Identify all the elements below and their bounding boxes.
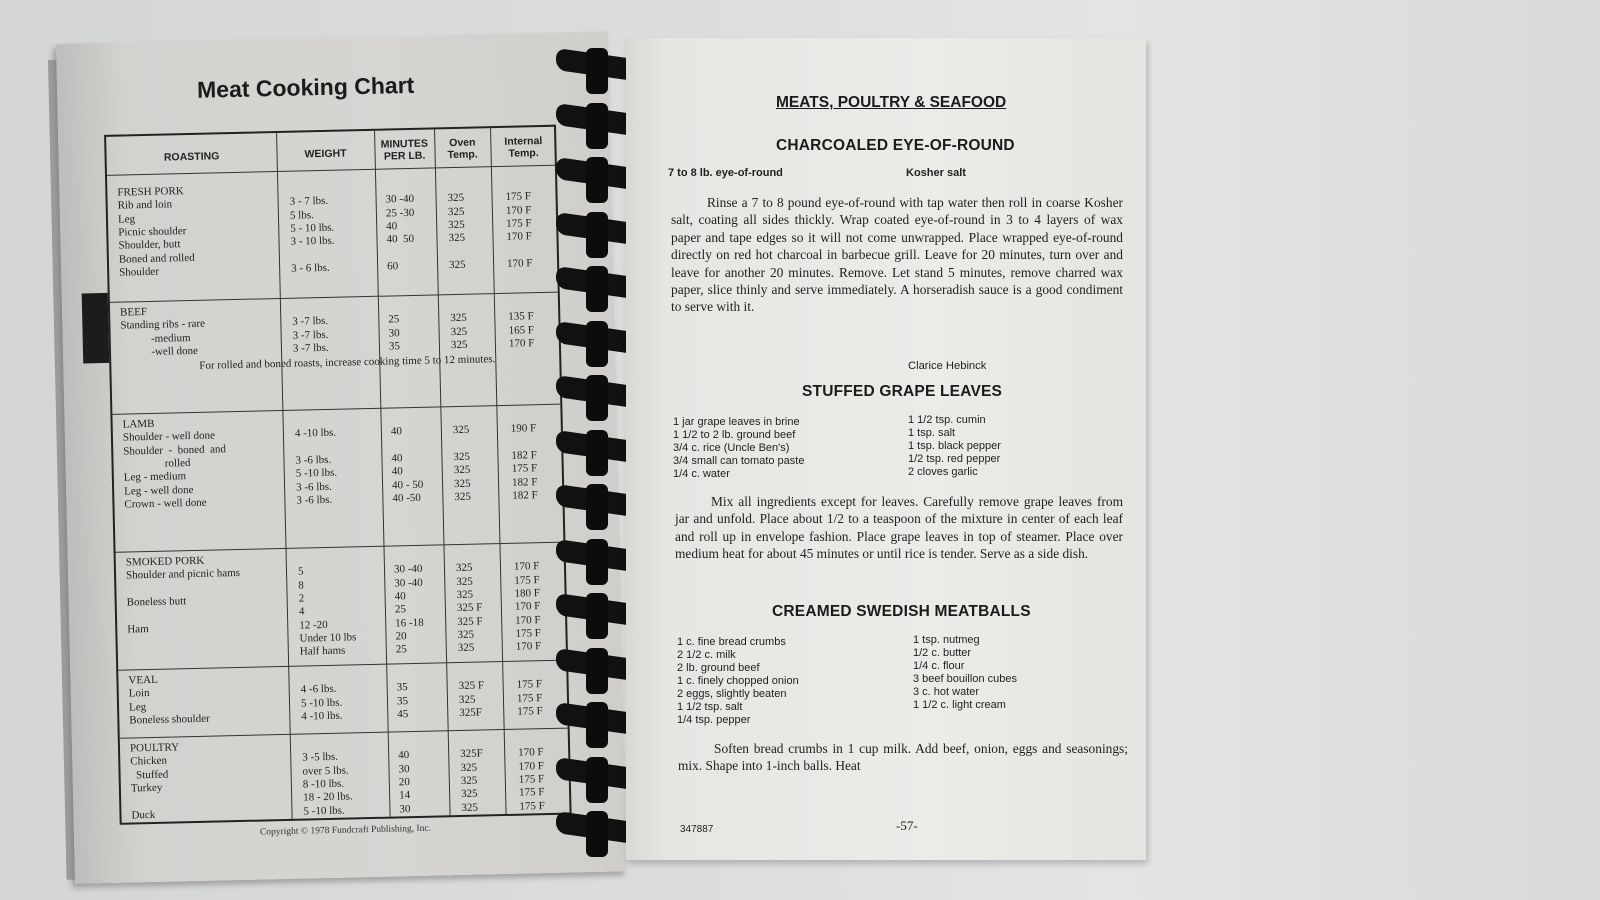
table-cell: 35 — [396, 681, 408, 694]
table-cell: Boneless shoulder — [129, 712, 210, 727]
table-cell: 175 F — [519, 799, 545, 813]
table-cell: 325 — [453, 477, 471, 490]
coil-spine — [586, 321, 608, 367]
table-cell: 5 -10 lbs. — [303, 804, 345, 818]
section-divider — [116, 542, 564, 553]
table-cell: 40 50 — [386, 233, 415, 246]
coil-spine — [586, 157, 608, 203]
table-cell: 175 F — [506, 217, 532, 230]
table-cell: 325 — [450, 338, 468, 352]
coil-spine — [586, 375, 608, 421]
table-cell: 325 — [457, 641, 475, 655]
section-divider — [110, 292, 558, 303]
coil-spine — [586, 266, 608, 312]
table-note: For rolled and boned roasts, increase cooking time 5 to 12 minutes. — [199, 353, 496, 373]
table-cell: Shoulder - boned and — [123, 442, 227, 458]
section-name: POULTRY — [129, 741, 180, 755]
table-cell: 325 F — [457, 614, 483, 628]
table-cell: 40 — [398, 749, 410, 762]
table-cell: -medium — [120, 331, 191, 346]
table-cell: 4 — [298, 605, 305, 618]
table-cell: 325 — [448, 258, 466, 271]
table-cell: 5 -10 lbs. — [295, 466, 338, 480]
table-cell: over 5 lbs. — [302, 764, 349, 778]
table-cell: 175 F — [505, 190, 532, 204]
table-cell: 4 -10 lbs. — [294, 427, 337, 440]
section-name: LAMB — [122, 417, 155, 431]
table-cell: 12 -20 — [299, 618, 328, 632]
table-cell: 40 — [390, 425, 403, 438]
table-cell: 325 — [455, 561, 473, 575]
table-cell: 18 - 20 lbs. — [303, 790, 353, 804]
table-cell: 8 -10 lbs. — [302, 777, 345, 791]
table-cell: 5 — [297, 565, 304, 578]
table-cell: 165 F — [508, 323, 535, 337]
table-cell: 325 — [447, 192, 465, 205]
section-name: VEAL — [128, 673, 158, 687]
section-name: BEEF — [119, 306, 148, 319]
table-cell: 5 - 10 lbs. — [290, 221, 335, 235]
table-cell: 170 F — [518, 746, 544, 759]
recipe-directions: Mix all ingredients except for leaves. Carefully remove grape leaves from jar and unfold. Place about 1/2 to a teaspoon of the mixture in center of each leaf and roll up in envelope fashion. Place grape leaves in top of steamer. Place over medium heat for about 45 minutes or until rice is tender. Serve as a side dish. — [675, 494, 1123, 562]
table-cell: 2 — [298, 592, 305, 605]
table-cell: 30 -40 — [393, 563, 423, 576]
table-cell: 175 F — [517, 705, 543, 718]
recipe-directions: Rinse a 7 to 8 pound eye-of-round with tap water then roll in coarse Kosher salt, coating all sides thickly. Wrap coated eye-of-round in 3 to 4 layers of wax paper and tape edges so it will not come unwrapped. Place wrapped eye-of-round directly on red hot charcoal in barbecue grill. Leave for 20 minutes, turn over and leave for another 20 minutes. Remove. Let stand 5 minutes, remove charred wax paper, slice thinly and serve immediately. A horseradish sauce is a good condiment to serve with it. — [671, 195, 1123, 315]
table-cell: Boned and rolled — [118, 251, 195, 266]
table-cell: 30 -40 — [385, 193, 415, 206]
table-cell: 16 -18 — [395, 616, 424, 629]
table-cell: 325 — [452, 424, 470, 437]
table-cell: Stuffed — [130, 768, 169, 782]
table-cell: 30 -40 — [394, 576, 423, 590]
table-cell: Rib and loin — [117, 198, 173, 212]
table-cell: 40 — [386, 220, 398, 233]
table-cell: Chicken — [130, 754, 168, 768]
table-cell: 325 — [457, 628, 475, 641]
header-roasting: ROASTING — [163, 150, 220, 164]
table-cell: 35 — [396, 694, 409, 708]
table-cell: 325 — [460, 761, 478, 774]
table-cell: 325 — [456, 588, 474, 601]
table-cell: 325 — [461, 801, 479, 814]
page-number: -57- — [896, 818, 918, 833]
table-cell: 5 -10 lbs. — [300, 696, 343, 710]
table-cell: 3 - 7 lbs. — [289, 195, 329, 209]
table-cell: 170 F — [506, 230, 532, 244]
table-cell: 8 — [298, 579, 304, 592]
section-heading: MEATS, POULTRY & SEAFOOD — [776, 94, 1007, 111]
book-code: 347887 — [680, 824, 714, 835]
table-cell: 25 -30 — [385, 206, 415, 220]
table-cell: Standing ribs - rare — [120, 317, 206, 332]
table-cell: 180 F — [514, 587, 541, 600]
table-cell: 45 — [397, 708, 409, 721]
coil-spine — [586, 103, 608, 149]
table-cell: 325 F — [458, 679, 485, 693]
ingredients-right: 1 1/2 tsp. cumin 1 tsp. salt 1 tsp. black pepper 1/2 tsp. red pepper 2 cloves garlic — [908, 414, 1001, 478]
table-cell: 3 -7 lbs. — [292, 341, 329, 355]
table-cell: Leg - well done — [124, 483, 194, 498]
table-cell: 325 F — [456, 601, 483, 615]
recipe-title-grape-leaves: STUFFED GRAPE LEAVES — [802, 383, 1003, 400]
table-cell: 40 -50 — [392, 491, 421, 505]
section-name: FRESH PORK — [117, 185, 184, 199]
table-cell: Leg — [117, 212, 136, 226]
table-cell: Duck — [131, 808, 156, 821]
table-cell: 175 F — [514, 573, 540, 587]
table-cell: 30 — [388, 326, 400, 340]
coil-spine — [586, 702, 608, 748]
coil-spine — [586, 811, 608, 857]
section-tab — [82, 293, 110, 364]
table-cell: 175 F — [518, 786, 545, 799]
table-cell: 14 — [399, 789, 411, 802]
table-cell: 175 F — [515, 626, 541, 640]
coil-spine — [586, 593, 608, 639]
section-divider — [112, 404, 560, 415]
header-weight: WEIGHT — [304, 147, 347, 161]
table-cell: 3 - 6 lbs. — [291, 261, 330, 275]
header-divider — [107, 165, 555, 176]
table-cell: 3 -6 lbs. — [295, 453, 332, 467]
table-cell: 325F — [459, 706, 483, 719]
left-page — [56, 31, 627, 883]
coil-spine — [586, 484, 608, 530]
table-cell: Crown - well done — [124, 496, 207, 511]
table-cell: 3 -6 lbs. — [295, 480, 332, 494]
recipe-title-swedish-meatballs: CREAMED SWEDISH MEATBALLS — [772, 603, 1031, 620]
section-name: SMOKED PORK — [125, 554, 205, 569]
table-cell: 25 — [388, 313, 400, 326]
coil-spine — [586, 539, 608, 585]
table-cell: Ham — [127, 622, 149, 636]
table-cell: 3 - 10 lbs. — [290, 234, 335, 248]
coil-spine — [586, 757, 608, 803]
table-cell: 5 lbs. — [289, 208, 314, 222]
meat-cooking-table — [104, 125, 572, 825]
table-cell: 25 — [394, 603, 407, 616]
table-cell: Loin — [128, 687, 150, 700]
recipe-credit: Clarice Hebinck — [908, 360, 987, 372]
table-cell: 40 — [391, 465, 403, 478]
table-cell: Shoulder, butt — [118, 238, 181, 252]
table-cell: 325 — [460, 774, 478, 787]
table-cell: 325 — [450, 325, 468, 338]
table-cell: 325 — [460, 787, 478, 801]
table-cell: 325 — [454, 490, 472, 503]
table-cell: 325 — [453, 450, 471, 463]
table-cell: 30 — [398, 762, 410, 776]
table-cell: 170 F — [518, 759, 545, 773]
table-cell: Leg - medium — [123, 470, 187, 484]
right-page — [626, 38, 1146, 860]
table-cell: 35 — [388, 340, 401, 353]
table-cell: 4 -10 lbs. — [301, 709, 343, 723]
ingredients-left: 7 to 8 lb. eye-of-round — [668, 167, 783, 179]
table-cell: 325 — [448, 218, 465, 232]
table-cell: 175 F — [518, 773, 545, 786]
header-oven-temp: Oven Temp. — [447, 136, 478, 162]
table-cell: 182 F — [512, 488, 538, 502]
coil-spine — [586, 648, 608, 694]
coil-spine — [586, 48, 608, 94]
table-cell: rolled — [123, 456, 191, 471]
header-minutes-per-lb: MINUTES PER LB. — [380, 137, 429, 163]
table-cell: Picnic shoulder — [118, 224, 187, 239]
table-cell: 3 -6 lbs. — [296, 493, 333, 507]
table-cell: 60 — [386, 260, 399, 273]
ingredients-right: 1 tsp. nutmeg 1/2 c. butter 1/4 c. flour 3 beef bouillon cubes 3 c. hot water 1 1/2 c. light cream — [913, 634, 1017, 711]
table-cell: 175 F — [516, 678, 543, 692]
table-cell: 182 F — [511, 475, 538, 489]
table-cell: 40 - 50 — [391, 478, 424, 491]
table-cell: 40 — [391, 452, 403, 465]
table-cell: 170 F — [514, 600, 541, 613]
table-cell: 170 F — [515, 613, 541, 627]
coil-spine — [586, 212, 608, 258]
table-cell: Under 10 lbs — [299, 631, 357, 645]
table-cell: 40 — [394, 590, 406, 603]
ingredients-left: 1 c. fine bread crumbs 2 1/2 c. milk 2 lb. ground beef 1 c. finely chopped onion 2 eggs, slightly beaten 1 1/2 tsp. salt 1/4 tsp. pepper — [677, 636, 799, 726]
coil-spine — [586, 430, 608, 476]
table-cell: 175 F — [511, 462, 538, 475]
table-cell: Half hams — [299, 644, 346, 658]
header-internal-temp: Internal Temp. — [504, 134, 543, 160]
table-cell: 325 — [450, 312, 467, 325]
column-divider — [490, 128, 507, 814]
table-cell: 170 F — [515, 640, 542, 653]
table-cell: 325 — [453, 463, 471, 477]
table-cell: 170 F — [508, 337, 535, 350]
table-cell: 30 — [399, 802, 411, 815]
table-cell: 3 -7 lbs. — [292, 328, 329, 342]
copyright-line: Copyright © 1978 Fundcraft Publishing, Inc. — [259, 823, 432, 838]
table-cell: 325 — [456, 575, 473, 588]
table-cell: 325F — [460, 747, 483, 761]
table-cell: 182 F — [511, 449, 537, 462]
table-cell: Shoulder — [119, 265, 160, 279]
table-cell: Shoulder - well done — [122, 429, 216, 444]
table-cell: 20 — [398, 776, 410, 789]
table-cell: 325 — [458, 693, 476, 706]
recipe-directions: Soften bread crumbs in 1 cup milk. Add beef, onion, eggs and seasonings; mix. Shape into 1-inch balls. Heat — [678, 741, 1128, 774]
chart-title: Meat Cooking Chart — [196, 71, 415, 103]
table-cell: 3 -7 lbs. — [292, 315, 329, 329]
ingredients-left: 1 jar grape leaves in brine 1 1/2 to 2 lb. ground beef 3/4 c. rice (Uncle Ben's) 3/4 small can tomato paste 1/4 c. water — [673, 416, 805, 480]
section-divider — [120, 728, 568, 739]
table-cell: 170 F — [505, 203, 532, 217]
section-divider — [118, 660, 566, 671]
table-cell: 325 — [448, 231, 466, 245]
table-cell: 325 — [447, 205, 465, 218]
table-cell: 135 F — [508, 310, 534, 324]
table-cell: 4 -6 lbs. — [300, 683, 337, 696]
table-cell: -well done — [120, 344, 199, 359]
table-cell: Leg — [128, 700, 147, 714]
ingredients-right: Kosher salt — [906, 167, 966, 179]
table-cell: 3 -5 lbs. — [302, 751, 339, 764]
recipe-title-eye-of-round: CHARCOALED EYE-OF-ROUND — [776, 137, 1015, 154]
table-cell: 170 F — [513, 560, 540, 574]
table-cell: 175 F — [516, 691, 543, 705]
table-cell: Shoulder and picnic hams — [125, 567, 241, 582]
table-cell: 170 F — [506, 257, 533, 270]
table-cell: Boneless butt — [126, 595, 187, 609]
table-cell: 190 F — [510, 422, 537, 436]
table-cell: Turkey — [130, 781, 163, 795]
table-cell: 25 — [395, 643, 407, 656]
table-cell: 20 — [395, 629, 407, 643]
